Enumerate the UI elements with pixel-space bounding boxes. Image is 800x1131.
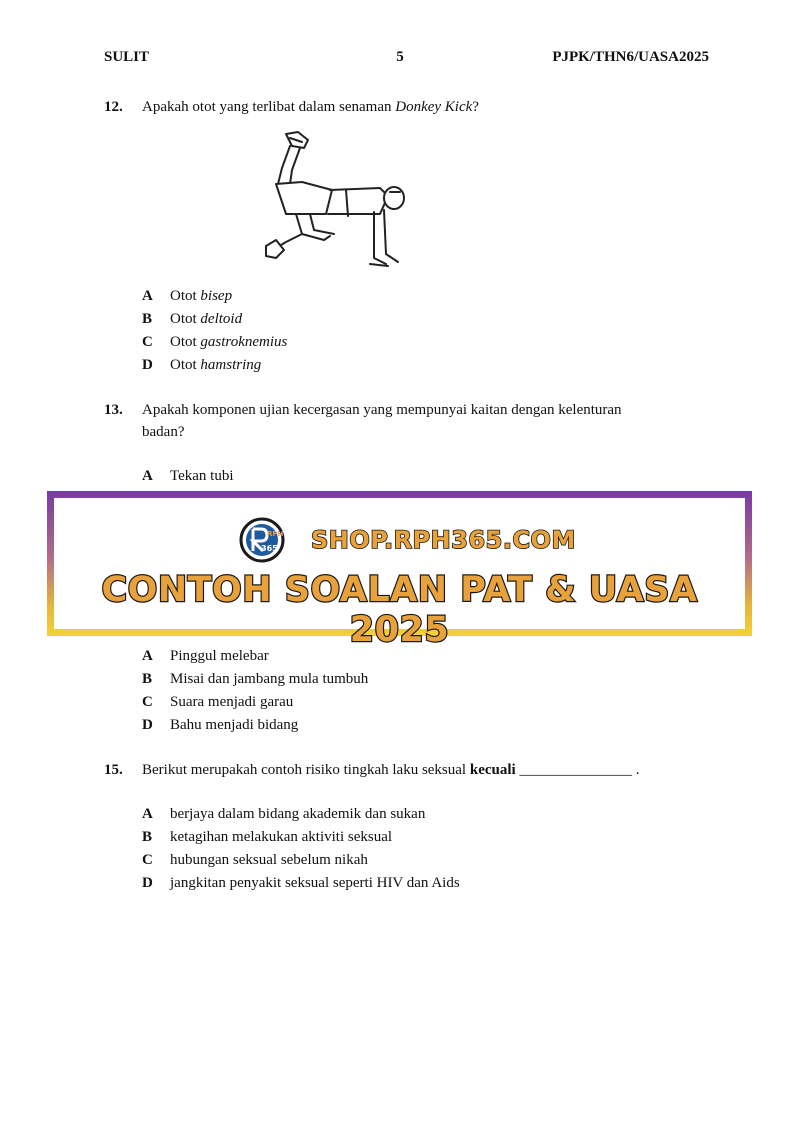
svg-text:RPH: RPH xyxy=(267,530,284,538)
q15-option-d: D jangkitan penyakit seksual seperti HIV dan Aids xyxy=(142,875,460,891)
q15-option-b: B ketagihan melakukan aktiviti seksual xyxy=(142,829,393,845)
question-text: Apakah komponen ujian kecergasan yang mempunyai kaitan dengan kelenturan badan? xyxy=(142,402,622,440)
question-text: Apakah otot yang terlibat dalam senaman Donkey Kick? xyxy=(142,99,479,115)
rph365-logo-icon xyxy=(239,517,285,563)
q12-option-c: C Otot gastroknemius xyxy=(142,334,288,350)
question-12 xyxy=(104,96,704,118)
question-number: 12. xyxy=(104,99,123,115)
document-code: PJPK/THN6/UASA2025 xyxy=(552,49,709,65)
page-number: 5 xyxy=(396,49,404,65)
q15-option-a: A berjaya dalam bidang akademik dan sukan xyxy=(142,806,426,822)
q14-option-c: C Suara menjadi garau xyxy=(142,694,294,710)
q12-option-d: D Otot hamstring xyxy=(142,357,262,373)
shop-url: SHOP.RPH365.COM xyxy=(311,526,576,554)
question-number: 15. xyxy=(104,762,123,778)
watermark-banner xyxy=(47,491,752,650)
svg-text:365: 365 xyxy=(261,544,278,553)
header-classification: SULIT xyxy=(104,49,150,65)
donkey-kick-illustration xyxy=(262,126,410,272)
question-text: Berikut merupakah contoh risiko tingkah laku seksual kecuali _______________ . xyxy=(142,762,640,778)
q13-option-a: A Tekan tubi xyxy=(142,468,234,484)
q12-option-a: A Otot bisep xyxy=(142,288,233,304)
q14-option-a: A Pinggul melebar xyxy=(142,648,269,664)
banner-header xyxy=(239,516,576,564)
banner-title: CONTOH SOALAN PAT & UASA 2025 xyxy=(101,570,698,650)
q14-option-b: B Misai dan jambang mula tumbuh xyxy=(142,671,369,687)
q15-option-c: C hubungan seksual sebelum nikah xyxy=(142,852,368,868)
q12-option-b: B Otot deltoid xyxy=(142,311,243,327)
question-15 xyxy=(104,759,704,781)
question-13 xyxy=(104,399,704,443)
q14-option-d: D Bahu menjadi bidang xyxy=(142,717,299,733)
question-number: 13. xyxy=(104,402,123,418)
